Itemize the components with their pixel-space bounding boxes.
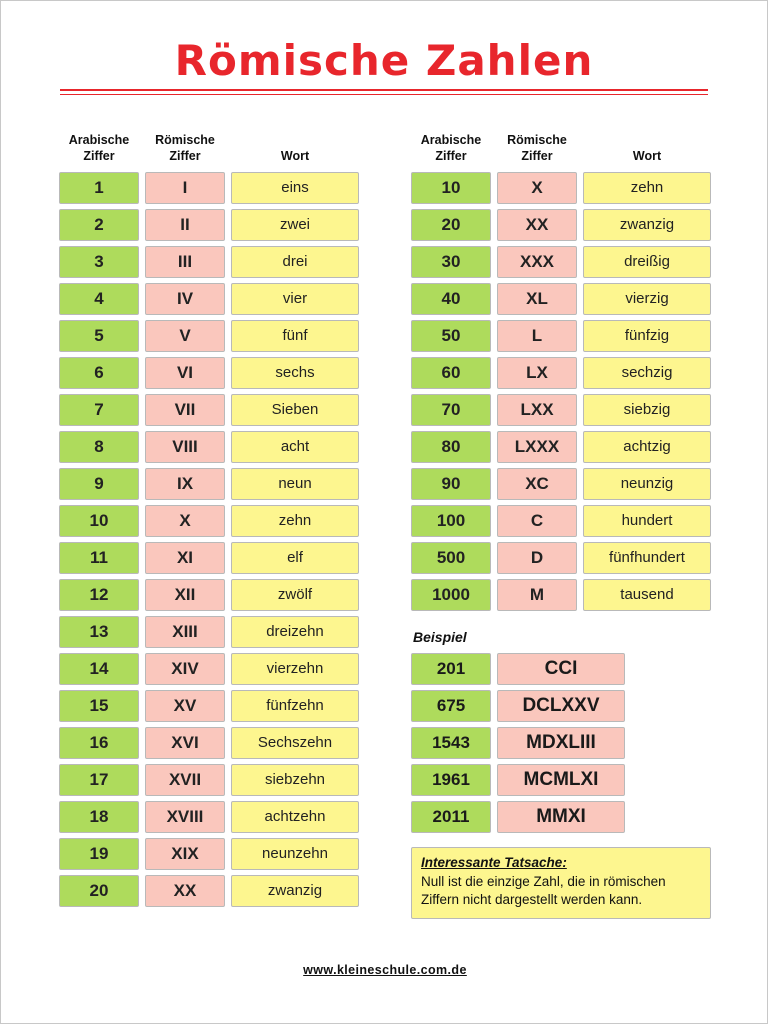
arabic-cell: 50 — [411, 320, 491, 352]
fact-box-text: Null ist die einzige Zahl, die in römischen Ziffern nicht dargestellt werden kann. — [421, 874, 666, 908]
roman-cell: II — [145, 209, 225, 241]
table-row — [411, 394, 711, 426]
header-roman-line1: Römische — [155, 133, 215, 147]
roman-cell: M — [497, 579, 577, 611]
word-cell: fünfzehn — [231, 690, 359, 722]
arabic-cell: 70 — [411, 394, 491, 426]
table-row — [411, 320, 711, 352]
arabic-cell: 3 — [59, 246, 139, 278]
roman-cell: XIV — [145, 653, 225, 685]
word-cell: eins — [231, 172, 359, 204]
arabic-cell: 40 — [411, 283, 491, 315]
page-title: Römische Zahlen — [174, 36, 594, 85]
website-link[interactable]: www.kleineschule.com.de — [303, 963, 467, 977]
roman-cell: I — [145, 172, 225, 204]
roman-cell: XII — [145, 579, 225, 611]
example-arabic-cell: 675 — [411, 690, 491, 722]
arabic-cell: 13 — [59, 616, 139, 648]
word-cell: Sieben — [231, 394, 359, 426]
arabic-cell: 14 — [59, 653, 139, 685]
roman-cell: XVI — [145, 727, 225, 759]
roman-cell: X — [497, 172, 577, 204]
word-cell: acht — [231, 431, 359, 463]
arabic-cell: 20 — [59, 875, 139, 907]
arabic-cell: 7 — [59, 394, 139, 426]
word-cell: vierzehn — [231, 653, 359, 685]
example-roman-cell: MMXI — [497, 801, 625, 833]
word-cell: Sechszehn — [231, 727, 359, 759]
table-row — [411, 357, 711, 389]
word-cell: vier — [231, 283, 359, 315]
word-cell: neunzehn — [231, 838, 359, 870]
table-row — [59, 357, 359, 389]
word-cell: zehn — [231, 505, 359, 537]
roman-cell: D — [497, 542, 577, 574]
arabic-cell: 18 — [59, 801, 139, 833]
roman-cell: XXX — [497, 246, 577, 278]
arabic-cell: 10 — [411, 172, 491, 204]
header-arabic — [411, 133, 491, 164]
title-divider — [60, 89, 708, 95]
header-arabic-line2: Ziffer — [435, 148, 467, 163]
header-arabic-line1: Arabische — [420, 133, 482, 147]
right-column — [411, 133, 711, 919]
example-row — [411, 690, 711, 722]
header-roman-line2: Ziffer — [521, 148, 553, 163]
word-cell: fünfzig — [583, 320, 711, 352]
header-arabic-line1: Arabische — [68, 133, 130, 147]
table-row — [411, 283, 711, 315]
roman-cell: VIII — [145, 431, 225, 463]
arabic-cell: 30 — [411, 246, 491, 278]
example-arabic-cell: 1543 — [411, 727, 491, 759]
arabic-cell: 10 — [59, 505, 139, 537]
word-cell: achtzig — [583, 431, 711, 463]
example-roman-cell: CCI — [497, 653, 625, 685]
header-word-label: Wort — [280, 148, 310, 163]
left-table-header — [59, 133, 359, 164]
table-row — [59, 542, 359, 574]
arabic-cell: 2 — [59, 209, 139, 241]
roman-cell: IX — [145, 468, 225, 500]
word-cell: zwanzig — [231, 875, 359, 907]
header-roman — [145, 133, 225, 164]
example-arabic-cell: 1961 — [411, 764, 491, 796]
roman-cell: III — [145, 246, 225, 278]
word-cell: dreißig — [583, 246, 711, 278]
footer — [1, 961, 768, 979]
word-cell: dreizehn — [231, 616, 359, 648]
arabic-cell: 8 — [59, 431, 139, 463]
arabic-cell: 60 — [411, 357, 491, 389]
roman-cell: XVIII — [145, 801, 225, 833]
roman-cell: LXXX — [497, 431, 577, 463]
table-row — [411, 246, 711, 278]
roman-cell: C — [497, 505, 577, 537]
table-row — [411, 431, 711, 463]
roman-cell: XI — [145, 542, 225, 574]
table-row — [59, 505, 359, 537]
roman-cell: VI — [145, 357, 225, 389]
content-columns — [1, 133, 768, 919]
arabic-cell: 20 — [411, 209, 491, 241]
arabic-cell: 4 — [59, 283, 139, 315]
table-row — [59, 653, 359, 685]
arabic-cell: 100 — [411, 505, 491, 537]
arabic-cell: 17 — [59, 764, 139, 796]
example-row — [411, 653, 711, 685]
table-row — [59, 875, 359, 907]
table-row — [411, 209, 711, 241]
table-row — [411, 172, 711, 204]
roman-cell: XVII — [145, 764, 225, 796]
example-arabic-cell: 2011 — [411, 801, 491, 833]
arabic-cell: 16 — [59, 727, 139, 759]
example-roman-cell: MDXLIII — [497, 727, 625, 759]
arabic-cell: 15 — [59, 690, 139, 722]
example-row — [411, 764, 711, 796]
table-row — [59, 838, 359, 870]
word-cell: elf — [231, 542, 359, 574]
roman-cell: X — [145, 505, 225, 537]
example-roman-cell: DCLXXV — [497, 690, 625, 722]
fact-box — [411, 847, 711, 919]
table-row — [411, 505, 711, 537]
arabic-cell: 90 — [411, 468, 491, 500]
roman-cell: VII — [145, 394, 225, 426]
header-arabic — [59, 133, 139, 164]
divider-thick — [60, 89, 708, 91]
roman-cell: XX — [145, 875, 225, 907]
table-row — [59, 394, 359, 426]
roman-cell: XC — [497, 468, 577, 500]
roman-cell: V — [145, 320, 225, 352]
header-word — [583, 149, 711, 165]
word-cell: zehn — [583, 172, 711, 204]
table-row — [411, 542, 711, 574]
header-roman-line1: Römische — [507, 133, 567, 147]
header-word — [231, 149, 359, 165]
roman-cell: LX — [497, 357, 577, 389]
title-block — [1, 1, 767, 95]
left-column — [59, 133, 359, 919]
divider-thin — [60, 94, 708, 95]
table-row — [59, 431, 359, 463]
roman-cell: XX — [497, 209, 577, 241]
table-row — [59, 246, 359, 278]
roman-cell: LXX — [497, 394, 577, 426]
roman-cell: IV — [145, 283, 225, 315]
header-roman — [497, 133, 577, 164]
table-row — [411, 579, 711, 611]
arabic-cell: 11 — [59, 542, 139, 574]
arabic-cell: 80 — [411, 431, 491, 463]
word-cell: drei — [231, 246, 359, 278]
word-cell: siebzig — [583, 394, 711, 426]
word-cell: achtzehn — [231, 801, 359, 833]
arabic-cell: 1 — [59, 172, 139, 204]
example-label: Beispiel — [413, 629, 467, 646]
arabic-cell: 12 — [59, 579, 139, 611]
fact-box-title: Interessante Tatsache: — [421, 855, 567, 871]
example-row — [411, 801, 711, 833]
word-cell: tausend — [583, 579, 711, 611]
roman-cell: XL — [497, 283, 577, 315]
table-row — [59, 764, 359, 796]
word-cell: neun — [231, 468, 359, 500]
header-arabic-line2: Ziffer — [83, 148, 115, 163]
word-cell: neunzig — [583, 468, 711, 500]
word-cell: sechzig — [583, 357, 711, 389]
arabic-cell: 5 — [59, 320, 139, 352]
word-cell: vierzig — [583, 283, 711, 315]
example-roman-cell: MCMLXI — [497, 764, 625, 796]
table-row — [59, 801, 359, 833]
word-cell: fünfhundert — [583, 542, 711, 574]
example-row — [411, 727, 711, 759]
header-roman-line2: Ziffer — [169, 148, 201, 163]
table-row — [59, 690, 359, 722]
word-cell: zwanzig — [583, 209, 711, 241]
arabic-cell: 1000 — [411, 579, 491, 611]
example-arabic-cell: 201 — [411, 653, 491, 685]
arabic-cell: 6 — [59, 357, 139, 389]
right-table-header — [411, 133, 711, 164]
word-cell: sechs — [231, 357, 359, 389]
table-row — [59, 579, 359, 611]
word-cell: hundert — [583, 505, 711, 537]
table-row — [59, 616, 359, 648]
table-row — [411, 468, 711, 500]
roman-cell: L — [497, 320, 577, 352]
word-cell: fünf — [231, 320, 359, 352]
word-cell: zwölf — [231, 579, 359, 611]
arabic-cell: 9 — [59, 468, 139, 500]
table-row — [59, 209, 359, 241]
header-word-label: Wort — [632, 148, 662, 163]
word-cell: siebzehn — [231, 764, 359, 796]
roman-cell: XIX — [145, 838, 225, 870]
table-row — [59, 727, 359, 759]
roman-cell: XV — [145, 690, 225, 722]
table-row — [59, 320, 359, 352]
arabic-cell: 500 — [411, 542, 491, 574]
roman-cell: XIII — [145, 616, 225, 648]
table-row — [59, 283, 359, 315]
word-cell: zwei — [231, 209, 359, 241]
arabic-cell: 19 — [59, 838, 139, 870]
table-row — [59, 172, 359, 204]
table-row — [59, 468, 359, 500]
